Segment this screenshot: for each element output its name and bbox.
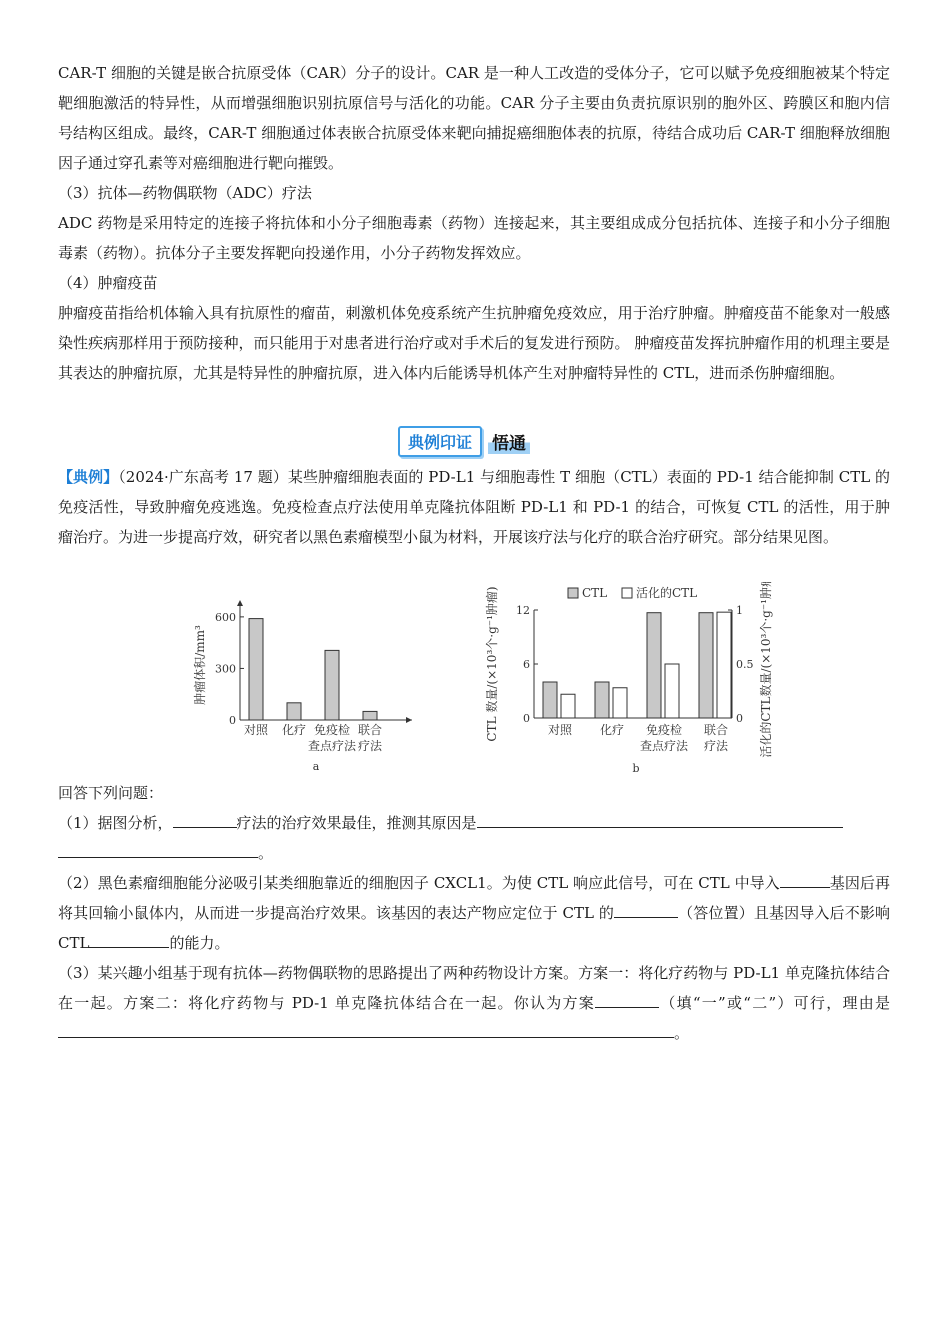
banner-tail: 悟通 [488, 429, 530, 454]
vaccine-heading: （4）肿瘤疫苗 [58, 274, 158, 292]
chart-b-legend-swatch [568, 588, 578, 598]
chart-b-category-label: 对照 [547, 723, 573, 737]
chart-a-y-tick-label: 0 [229, 714, 236, 727]
chart-b-category-label: 联合 [703, 723, 729, 737]
question-3 [58, 958, 890, 1048]
chart-b-panel-label: b [632, 762, 640, 775]
chart-a-category-label: 联合 [357, 723, 383, 737]
q1-end: 。 [258, 844, 274, 862]
chart-a-bar [287, 703, 301, 720]
chart-b-category-label: 疗法 [703, 739, 729, 753]
q2-blank-ability[interactable] [89, 931, 169, 948]
chart-b-right-label: 活化的CTL数量/(×10³个·g⁻¹肿瘤) [759, 582, 773, 758]
chart-a-y-arrow [237, 600, 243, 606]
chart-b-category-label: 免疫检 [645, 723, 683, 737]
chart-a-category-label: 对照 [243, 723, 269, 737]
q3-end: 。 [674, 1024, 690, 1042]
q2-text-a: （2）黑色素瘤细胞能分泌吸引某类细胞靠近的细胞因子 CXCL1。为使 CTL 响应此信号，可在 CTL 中导入 [58, 874, 780, 892]
q1-text-a: （1）据图分析， [58, 814, 173, 832]
adc-paragraph: ADC 药物是采用特定的连接子将抗体和小分子细胞毒素（药物）连接起来，其主要组成成分包括抗体、连接子和小分子细胞毒素（药物）。抗体分子主要发挥靶向投递作用，小分子药物发挥效应。 [58, 214, 890, 262]
chart-a-category-label: 化疗 [281, 723, 307, 737]
chart-a-category-label: 免疫检 [313, 723, 351, 737]
chart-b-right-tick-label: 1 [736, 604, 743, 617]
q2-text-e: 的能力。 [169, 934, 230, 952]
questions-lead: 回答下列问题： [58, 784, 164, 802]
q2-text-d: 且基因导入后不影响 CTL [58, 904, 890, 952]
chart-a-bar [249, 619, 263, 720]
chart-a-y-tick-label: 600 [215, 610, 236, 624]
chart-b-bar [543, 682, 557, 718]
chart-b-bar [561, 694, 575, 718]
chart-b-bar [699, 613, 713, 718]
chart-b-bar [613, 688, 627, 718]
chart-b-category-label: 化疗 [599, 723, 625, 737]
chart-b-left-tick-label: 12 [516, 604, 530, 617]
example-paragraph [58, 462, 890, 552]
chart-a-category-label: 查点疗法 [307, 739, 357, 753]
questions-block [58, 778, 890, 1048]
chart-a-y-label: 肿瘤体积/mm³ [193, 625, 207, 705]
car-paragraph: CAR-T 细胞的关键是嵌合抗原受体（CAR）分子的设计。CAR 是一种人工改造的受体分子，它可以赋予免疫细胞被某个特定靶细胞激活的特异性，从而增强细胞识别抗原信号与活化的功能。CAR 分子主要由负责抗原识别的胞外区、跨膜区和胞内信号结构区组成。最终，CAR-T 细胞通过体表嵌合抗原受体来靶向捕捉癌细胞体表的抗原，待结合成功后 CAR-T 细胞释放细胞因子通过穿孔素等对癌细胞进行靶向摧毁。 [58, 64, 890, 172]
chart-b-bar [595, 682, 609, 718]
question-2 [58, 868, 890, 958]
chart-a-x-arrow [406, 717, 412, 723]
chart-b-category-label: 查点疗法 [639, 739, 689, 753]
question-1 [58, 808, 890, 868]
chart-a-category-label: 疗法 [357, 739, 383, 753]
q3-blank-plan[interactable] [595, 991, 659, 1008]
q2-blank-gene[interactable] [780, 871, 830, 888]
chart-b-left-tick-label: 6 [523, 658, 530, 671]
chart-b-legend-swatch [622, 588, 632, 598]
chart-b-right-tick-label: 0.5 [736, 658, 754, 671]
q3-text-b: （填“一”或“二”）可行，理由是 [659, 994, 890, 1012]
q1-blank-reason[interactable] [477, 811, 843, 828]
q3-text-a: （3）某兴趣小组基于现有抗体—药物偶联物的思路提出了两种药物设计方案。方案一：将化疗药物与 PD-L1 单克隆抗体结合在一起。方案二：将化疗药物与 PD-1 单克隆抗体结合在一起。你认为方案 [58, 964, 890, 1012]
bar-charts-svg [190, 582, 810, 782]
chart-b-legend-label: CTL [582, 586, 608, 600]
chart-b-right-tick-label: 0 [736, 712, 743, 725]
chart-b-legend-label: 活化的CTL [636, 586, 698, 600]
adc-heading: （3）抗体—药物偶联物（ADC）疗法 [58, 184, 312, 202]
section-banner [398, 426, 530, 456]
chart-b-bar [647, 613, 661, 718]
document-page [58, 58, 890, 388]
chart-b-bar [717, 612, 731, 718]
figure-charts [190, 582, 810, 782]
q1-text-b: 疗法的治疗效果最佳，推测其原因是 [236, 814, 477, 832]
q2-blank-location[interactable] [614, 901, 678, 918]
chart-b-left-tick-label: 0 [523, 712, 530, 725]
chart-a-panel-label: a [312, 760, 320, 773]
chart-a-bar [325, 650, 339, 720]
q3-blank-reason[interactable] [58, 1021, 674, 1038]
example-tag: 【典例】 [58, 468, 119, 486]
q2-text-c: （答位置） [678, 904, 754, 922]
chart-a-y-tick-label: 300 [215, 662, 236, 676]
chart-b-left-label: CTL 数量/(×10³个·g⁻¹肿瘤) [485, 586, 499, 742]
q1-blank-reason-cont[interactable] [58, 841, 258, 858]
example-text: （2024·广东高考 17 题）某些肿瘤细胞表面的 PD-L1 与细胞毒性 T 细胞（CTL）表面的 PD-1 结合能抑制 CTL 的免疫活性，导致肿瘤免疫逃逸。免疫检查点疗法使用单克隆抗体阻断 PD-L1 和 PD-1 的结合，可恢复 CTL 的活性，用于肿瘤治疗。为进一步提高疗效，研究者以黑色素瘤模型小鼠为材料，开展该疗法与化疗的联合治疗研究。部分结果见图。 [58, 468, 890, 546]
chart-b-bar [665, 664, 679, 718]
q2-text-b: 基因后再将其回输小鼠体内，从而进一步提高治疗效果。该基因的表达产物应定位于 CTL 的 [58, 874, 890, 922]
banner-label: 典例印证 [398, 426, 482, 457]
chart-a-bar [363, 711, 377, 720]
vaccine-paragraph: 肿瘤疫苗指给机体输入具有抗原性的瘤苗，刺激机体免疫系统产生抗肿瘤免疫效应，用于治疗肿瘤。肿瘤疫苗不能象对一般感染性疾病那样用于预防接种，而只能用于对患者进行治疗或对手术后的复发进行预防。 肿瘤疫苗发挥抗肿瘤作用的机理主要是其表达的肿瘤抗原，尤其是特异性的肿瘤抗原，进入体内后能诱导机体产生对肿瘤特异性的 CTL，进而杀伤肿瘤细胞。 [58, 304, 890, 382]
q1-blank-therapy[interactable] [173, 811, 237, 828]
example-block [58, 462, 890, 552]
